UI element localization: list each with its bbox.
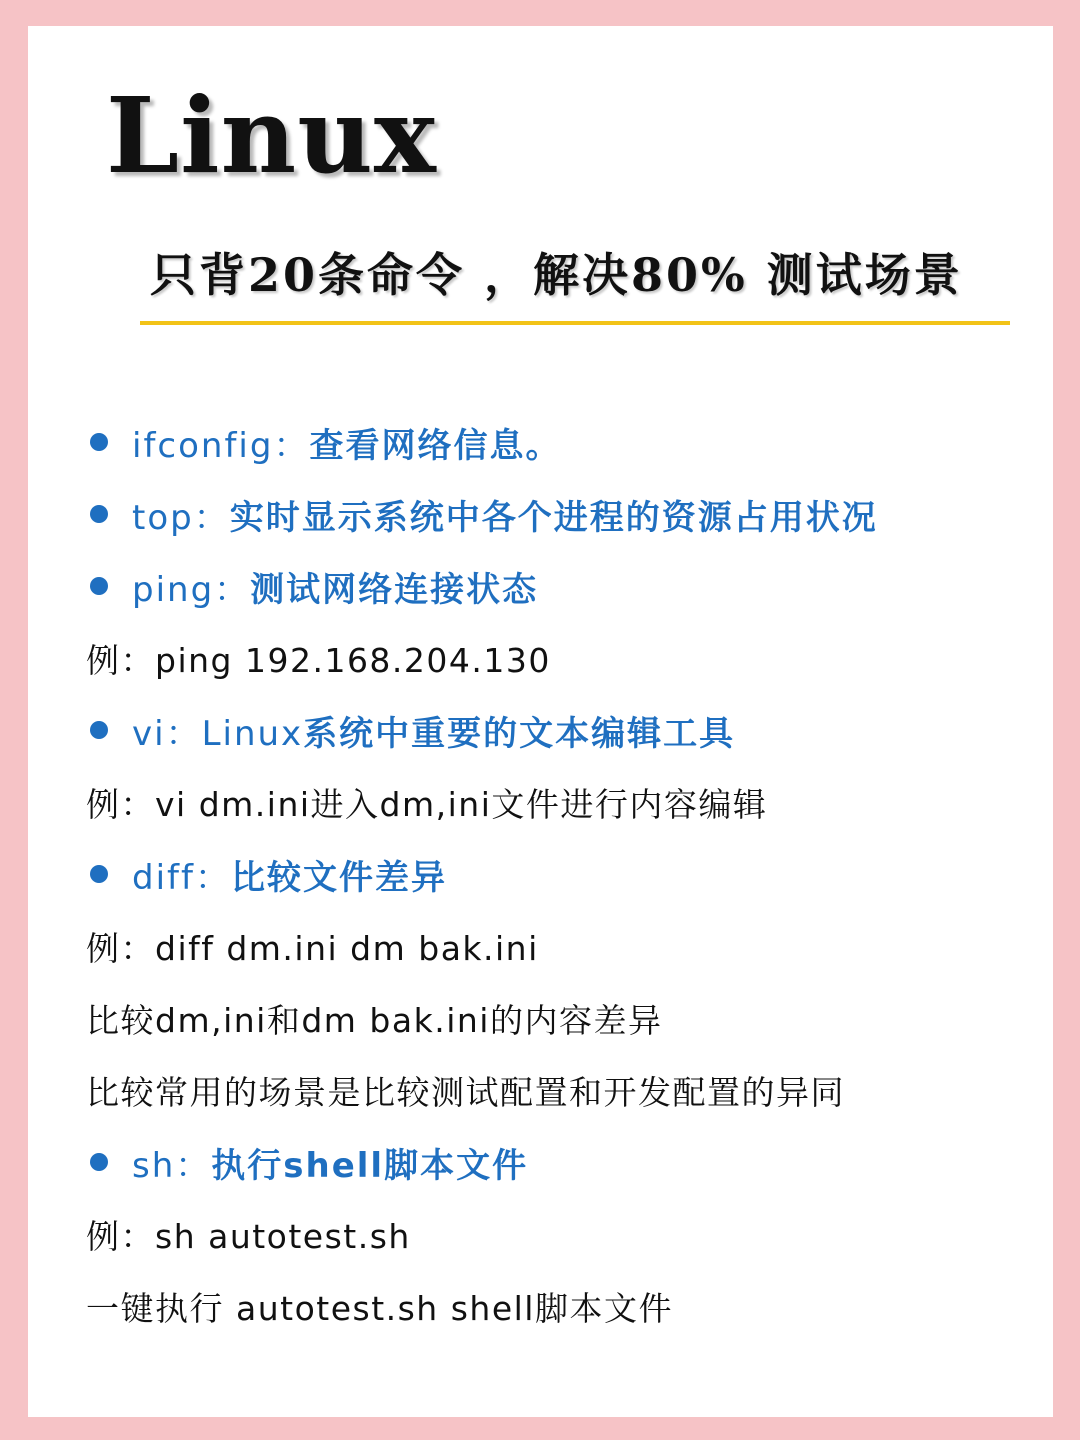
command-name: diff： (132, 857, 231, 898)
command-name: vi：Linux (132, 713, 304, 754)
example-text: 例：sh autotest.sh (86, 1216, 411, 1256)
command-description: 查看网络信息。 (309, 425, 562, 466)
subtitle-underline (140, 321, 1010, 325)
command-description: 比较文件差异 (230, 857, 447, 898)
example-line (86, 622, 1036, 694)
list-item-diff (86, 838, 1036, 910)
list-item-sh (86, 1126, 1036, 1198)
bullet-dot-icon (90, 865, 108, 883)
page-subtitle: 只背20条命令 ，解决80% 测试场景 (150, 248, 963, 302)
note-line (86, 1054, 1036, 1126)
example-line (86, 1198, 1036, 1270)
note-line (86, 1270, 1036, 1342)
page-title: Linux (106, 74, 437, 197)
example-text: 例：ping 192.168.204.130 (86, 640, 551, 680)
note-text: 比较dm,ini和dm bak.ini的内容差异 (86, 1000, 663, 1040)
command-description: 测试网络连接状态 (250, 569, 539, 610)
command-description: 系统中重要的文本编辑工具 (303, 713, 736, 754)
example-text: 例：diff dm.ini dm bak.ini (86, 928, 539, 968)
list-item-vi (86, 694, 1036, 766)
content-card (28, 26, 1053, 1417)
command-name: ping： (132, 569, 251, 610)
command-name: ifconfig： (132, 425, 310, 466)
bullet-dot-icon (90, 1153, 108, 1171)
example-line (86, 766, 1036, 838)
command-name: top： (132, 497, 230, 538)
note-text: 一键执行 autotest.sh shell脚本文件 (86, 1288, 673, 1328)
note-text: 比较常用的场景是比较测试配置和开发配置的异同 (86, 1072, 845, 1112)
example-text: 例：vi dm.ini进入dm,ini文件进行内容编辑 (86, 784, 768, 824)
command-description: 执行shell脚本文件 (211, 1145, 529, 1186)
example-line (86, 910, 1036, 982)
list-item-ifconfig (86, 406, 1036, 478)
command-list (86, 406, 1036, 1342)
bullet-dot-icon (90, 433, 108, 451)
bullet-dot-icon (90, 577, 108, 595)
command-name: sh： (132, 1145, 212, 1186)
command-description: 实时显示系统中各个进程的资源占用状况 (229, 497, 878, 538)
bullet-dot-icon (90, 721, 108, 739)
bullet-dot-icon (90, 505, 108, 523)
list-item-top (86, 478, 1036, 550)
note-line (86, 982, 1036, 1054)
list-item-ping (86, 550, 1036, 622)
